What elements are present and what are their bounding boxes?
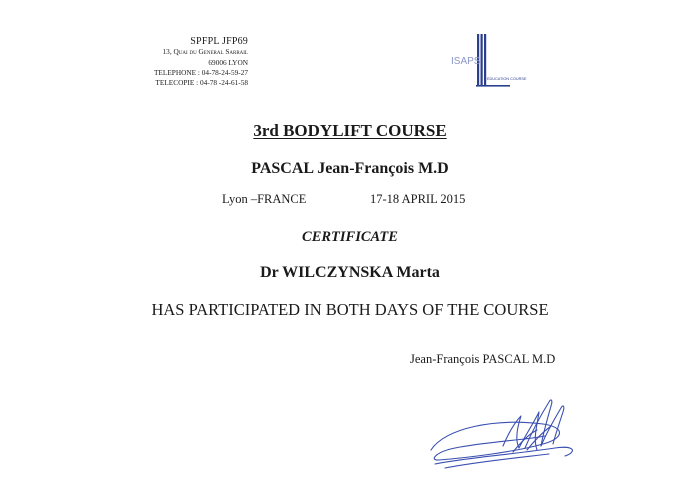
course-location: Lyon –FRANCE <box>222 192 307 206</box>
signatory-name: Jean-François PASCAL M.D <box>410 352 556 366</box>
letterhead-telephone: TELEPHONE : 04-78-24-59-27 <box>153 67 248 77</box>
logo-name: ISAPS <box>451 56 481 67</box>
participation-statement: HAS PARTICIPATED IN BOTH DAYS OF THE COURSE <box>151 300 549 319</box>
course-title: 3rd BODYLIFT COURSE <box>253 121 447 140</box>
letterhead-city: 69006 LYON <box>208 57 248 67</box>
letterhead <box>128 37 248 88</box>
recipient-name: Dr WILCZYNSKA Marta <box>260 264 440 281</box>
handwritten-signature <box>425 388 585 478</box>
logo-caption: EDUCATION COURSE <box>487 77 527 81</box>
isaps-logo <box>440 30 550 90</box>
letterhead-address: 13, Quai du General Sarrail <box>162 47 248 57</box>
course-date: 17-18 APRIL 2015 <box>370 192 466 206</box>
letterhead-company: SPFPL JFP69 <box>190 36 248 47</box>
instructor-name: PASCAL Jean-François M.D <box>251 160 449 177</box>
certificate-label: CERTIFICATE <box>302 229 398 245</box>
letterhead-telecopie: TELECOPIE : 04-78 -24-61-58 <box>155 78 248 88</box>
